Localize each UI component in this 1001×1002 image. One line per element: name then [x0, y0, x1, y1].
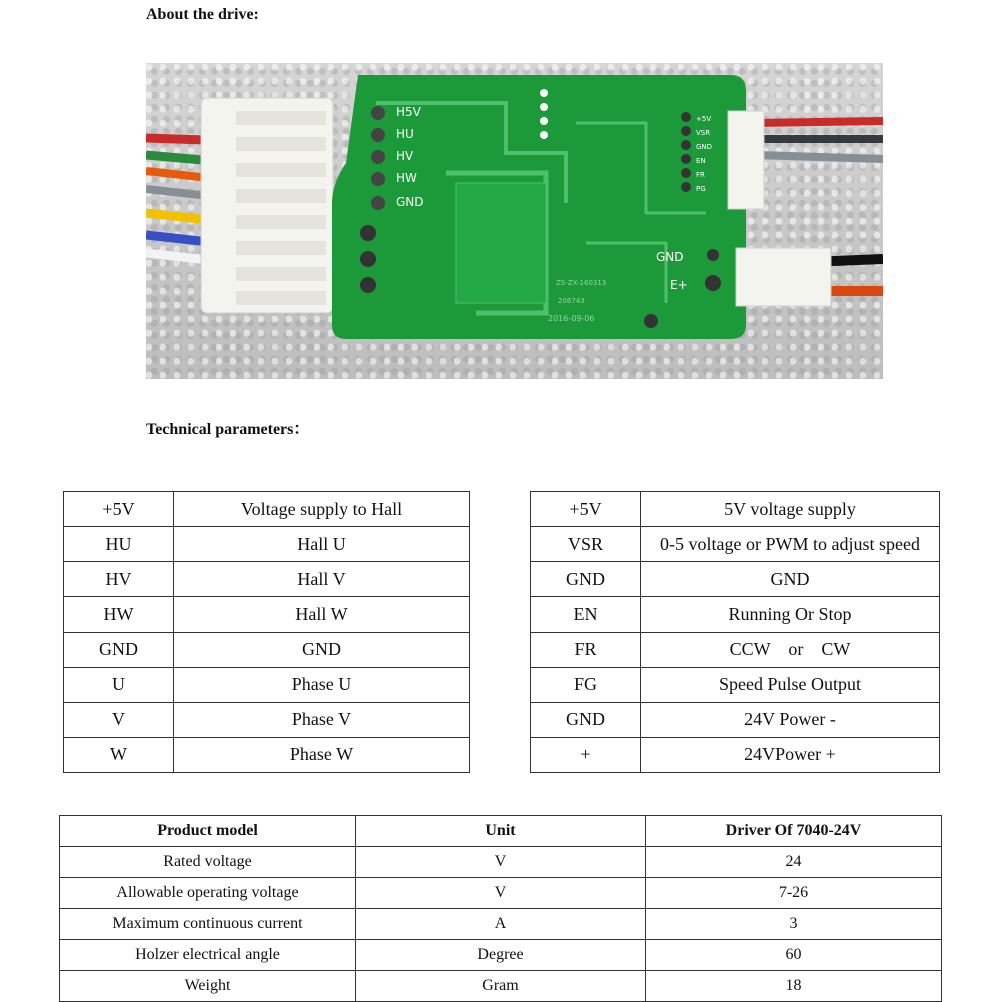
spec-value: 24 — [646, 847, 942, 878]
pin-description: GND — [641, 562, 940, 597]
silk-label: ZS-ZX-160313 — [556, 279, 607, 287]
spec-unit: V — [356, 847, 646, 878]
pin-name: HW — [64, 597, 174, 632]
silk-label: HW — [396, 171, 417, 185]
table-gap — [470, 562, 531, 597]
power-connector — [736, 248, 831, 306]
pin-name: GND — [531, 562, 641, 597]
spec-parameter: Holzer electrical angle — [60, 940, 356, 971]
silk-label: FR — [696, 171, 705, 179]
table-row — [64, 597, 940, 632]
table-row — [64, 737, 940, 772]
pin-name: +5V — [64, 492, 174, 527]
pin-name: U — [64, 667, 174, 702]
spec-value: 7-26 — [646, 878, 942, 909]
spec-parameter: Rated voltage — [60, 847, 356, 878]
pin-description: Running Or Stop — [641, 597, 940, 632]
table-gap — [470, 492, 531, 527]
pcb-illustration — [146, 63, 883, 379]
pin-description: Phase U — [174, 667, 470, 702]
pin-description: 24V Power - — [641, 702, 940, 737]
table-row — [60, 909, 942, 940]
pin-description: Hall U — [174, 527, 470, 562]
pin-description: Hall W — [174, 597, 470, 632]
silk-label: GND — [396, 195, 424, 209]
pcb-board — [332, 75, 746, 339]
table-row — [64, 492, 940, 527]
silk-label: HV — [396, 149, 414, 163]
spec-value: 18 — [646, 971, 942, 1002]
pin-name: EN — [531, 597, 641, 632]
silk-label: H5V — [396, 105, 421, 119]
pin-name: FG — [531, 667, 641, 702]
table-row — [60, 940, 942, 971]
table-row — [64, 527, 940, 562]
pin-name: GND — [531, 702, 641, 737]
left-connector — [201, 98, 333, 313]
silk-label: VSR — [696, 129, 711, 137]
table-header-row — [60, 816, 942, 847]
pin-description: Hall V — [174, 562, 470, 597]
pin-description: CCW or CW — [641, 632, 940, 667]
pin-description: GND — [174, 632, 470, 667]
signal-connector — [728, 111, 764, 209]
spec-parameter: Maximum continuous current — [60, 909, 356, 940]
silk-label: +5V — [696, 115, 712, 123]
table-gap — [470, 737, 531, 772]
silk-label: EN — [696, 157, 706, 165]
silk-label: 206743 — [558, 297, 585, 305]
pin-name: HU — [64, 527, 174, 562]
table-row — [64, 667, 940, 702]
pin-description: 24VPower + — [641, 737, 940, 772]
pin-name: GND — [64, 632, 174, 667]
pin-description: 0-5 voltage or PWM to adjust speed — [641, 527, 940, 562]
silk-label: 2016-09-06 — [548, 314, 595, 323]
spec-unit: Gram — [356, 971, 646, 1002]
pin-name: +5V — [531, 492, 641, 527]
spec-parameter: Allowable operating voltage — [60, 878, 356, 909]
silk-label: GND — [656, 250, 684, 264]
pin-name: W — [64, 737, 174, 772]
spec-value: 3 — [646, 909, 942, 940]
pin-description: Phase W — [174, 737, 470, 772]
pin-description: Voltage supply to Hall — [174, 492, 470, 527]
spec-parameter: Weight — [60, 971, 356, 1002]
silk-label: GND — [696, 143, 713, 151]
silk-label: HU — [396, 127, 414, 141]
pin-description: 5V voltage supply — [641, 492, 940, 527]
column-header: Unit — [356, 816, 646, 847]
column-header: Product model — [60, 816, 356, 847]
drive-photo — [146, 63, 883, 379]
pin-name: + — [531, 737, 641, 772]
table-gap — [470, 527, 531, 562]
pin-name: V — [64, 702, 174, 737]
table-row — [60, 878, 942, 909]
pin-table — [63, 491, 940, 773]
spec-unit: V — [356, 878, 646, 909]
column-header: Driver Of 7040-24V — [646, 816, 942, 847]
table-gap — [470, 702, 531, 737]
silk-label: PG — [696, 185, 706, 193]
table-row — [60, 971, 942, 1002]
table-row — [64, 632, 940, 667]
table-row — [64, 562, 940, 597]
table-gap — [470, 632, 531, 667]
table-gap — [470, 667, 531, 702]
silk-label: E+ — [670, 278, 688, 292]
pin-name: VSR — [531, 527, 641, 562]
pin-name: HV — [64, 562, 174, 597]
about-drive-heading: About the drive: — [146, 6, 259, 23]
spec-value: 60 — [646, 940, 942, 971]
spec-table — [59, 815, 942, 1002]
spec-unit: Degree — [356, 940, 646, 971]
technical-parameters-heading: Technical parameters： — [146, 421, 310, 438]
table-row — [64, 702, 940, 737]
pin-description: Phase V — [174, 702, 470, 737]
pin-name: FR — [531, 632, 641, 667]
table-row — [60, 847, 942, 878]
pin-description: Speed Pulse Output — [641, 667, 940, 702]
table-gap — [470, 597, 531, 632]
spec-unit: A — [356, 909, 646, 940]
